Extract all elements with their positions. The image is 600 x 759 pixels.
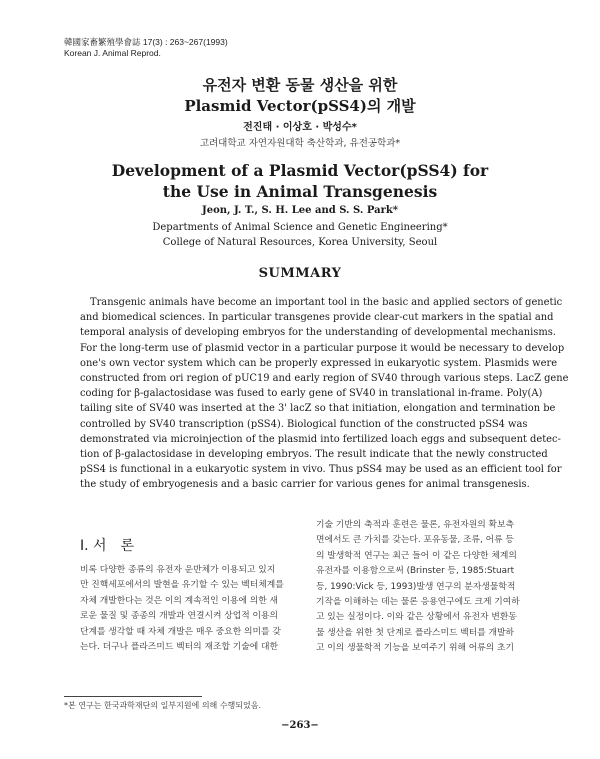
text-line: 고 있는 실정이다. 이와 같은 상황에서 유전자 변환동 — [316, 612, 517, 623]
text-line: coding for β-galactosidase was fused to early gene of SV40 in translational in-frame. Poly(A) — [80, 388, 543, 400]
journal-citation — [64, 37, 228, 59]
text-line: 등, 1990:Vick 등, 1993)발생 연구의 분자생물학적 — [316, 581, 516, 592]
text-line: demonstrated via microinjection of the plasmid into fertilized loach eggs and subsequent detec- — [80, 433, 561, 445]
authors-english: Jeon, J. T., S. H. Lee and S. S. Park* — [201, 205, 399, 216]
text-line: 기술 기반의 축적과 훈련은 물론, 유전자원의 확보측 — [316, 520, 515, 530]
abstract-body — [80, 295, 569, 492]
text-line: 의 발생학적 연구는 최근 들어 이 같은 다양한 체계의 — [316, 550, 517, 561]
journal-citation-english: Korean J. Animal Reprod. — [64, 48, 161, 58]
text-line: For the long-term use of plasmid vector in a particular purpose it would be necessary to develop — [80, 342, 565, 354]
introduction-left-column — [80, 563, 285, 655]
text-line: controlled by SV40 transcription (pSS4). Biological function of the constructed pSS4 was — [80, 418, 528, 430]
text-line: pSS4 is functional in a eukaryotic system in vivo. Thus pSS4 may be used as an efficient tool for — [80, 464, 562, 476]
text-line: 로운 물질 및 종종의 개발과 연결시켜 상업적 이용의 — [80, 611, 279, 622]
text-line: the study of embryogenesis and a basic carrier for various genes for animal transgenesis. — [80, 479, 530, 491]
text-line: tailing site of SV40 was inserted at the 3' lacZ so that initiation, elongation and termination be — [80, 403, 556, 415]
footnote-divider — [64, 696, 202, 697]
footnote: *본 연구는 한국과학재단의 일부지원에 의해 수행되었음. — [64, 701, 261, 710]
text-line: and biomedical sciences. In particular transgenes provide clear-cut markers in the spatial and — [80, 312, 554, 324]
affiliation-korean: 고려대학교 자연자원대학 축산학과, 유전공학과* — [199, 138, 401, 149]
text-line: constructed from ori region of pUC19 and early region of SV40 through various steps. LacZ gene — [80, 372, 569, 384]
text-line: Transgenic animals have become an important tool in the basic and applied sectors of genetic — [90, 297, 563, 308]
text-line: 물 생산을 위한 첫 단계로 플라스미드 벡터를 개발하 — [316, 627, 515, 638]
text-line: 만 진핵세포에서의 발현을 유기할 수 있는 벡터체계를 — [80, 580, 284, 591]
introduction-right-column — [316, 518, 526, 657]
affiliation-english-line1: Departments of Animal Science and Genetic Engineering* — [152, 222, 448, 233]
text-line: 자체 개발한다는 것은 이의 계속적인 이용에 의한 새 — [80, 595, 279, 606]
section-heading-introduction: Ⅰ. 서 론 — [80, 538, 135, 554]
authors-korean: 전진태 · 이상호 · 박성수* — [243, 122, 357, 133]
text-line: 는다. 더구나 플라즈미드 벡터의 재조합 기술에 대한 — [80, 641, 279, 652]
journal-citation-korean: 韓國家畜繁殖學會誌 17(3) : 263~267(1993) — [64, 37, 228, 47]
text-line: 단계를 생각할 때 자체 개발은 매우 중요한 의미를 갖 — [80, 626, 281, 637]
text-line: temporal analysis of developing embryos for the understanding of developmental mechanisms. — [80, 327, 556, 339]
title-english-line1: Development of a Plasmid Vector(pSS4) for — [111, 161, 489, 180]
text-line: 유전자를 이용함으로써 (Brinster 등, 1985:Stuart — [316, 566, 515, 577]
summary-heading: SUMMARY — [258, 266, 342, 281]
text-line: 비록 다양한 종류의 유전자 운반체가 이용되고 있지 — [80, 565, 276, 575]
text-line: 기작을 이해하는 데는 물론 응용연구에도 크게 기여하 — [316, 596, 520, 607]
text-line: tion of β-galactosidase in developing embryos. The result indicate that the newly constructed — [80, 448, 548, 460]
text-line: 고 이의 생물학적 기능을 보여주기 위해 어류의 초기 — [316, 643, 515, 654]
title-korean-line2: Plasmid Vector(pSS4)의 개발 — [184, 97, 416, 115]
affiliation-english-line2: College of Natural Resources, Korea University, Seoul — [162, 237, 438, 248]
title-korean-line1: 유전자 변환 동물 생산을 위한 — [202, 76, 398, 94]
text-line: one's own vector system which can be properly expressed in eukaryotic system. Plasmids were — [80, 357, 558, 369]
page-number: −263− — [281, 720, 319, 731]
text-line: 면에서도 큰 가치를 갖는다. 포유동물, 조류, 어류 등 — [316, 535, 514, 546]
title-english-line2: the Use in Animal Transgenesis — [162, 182, 438, 201]
